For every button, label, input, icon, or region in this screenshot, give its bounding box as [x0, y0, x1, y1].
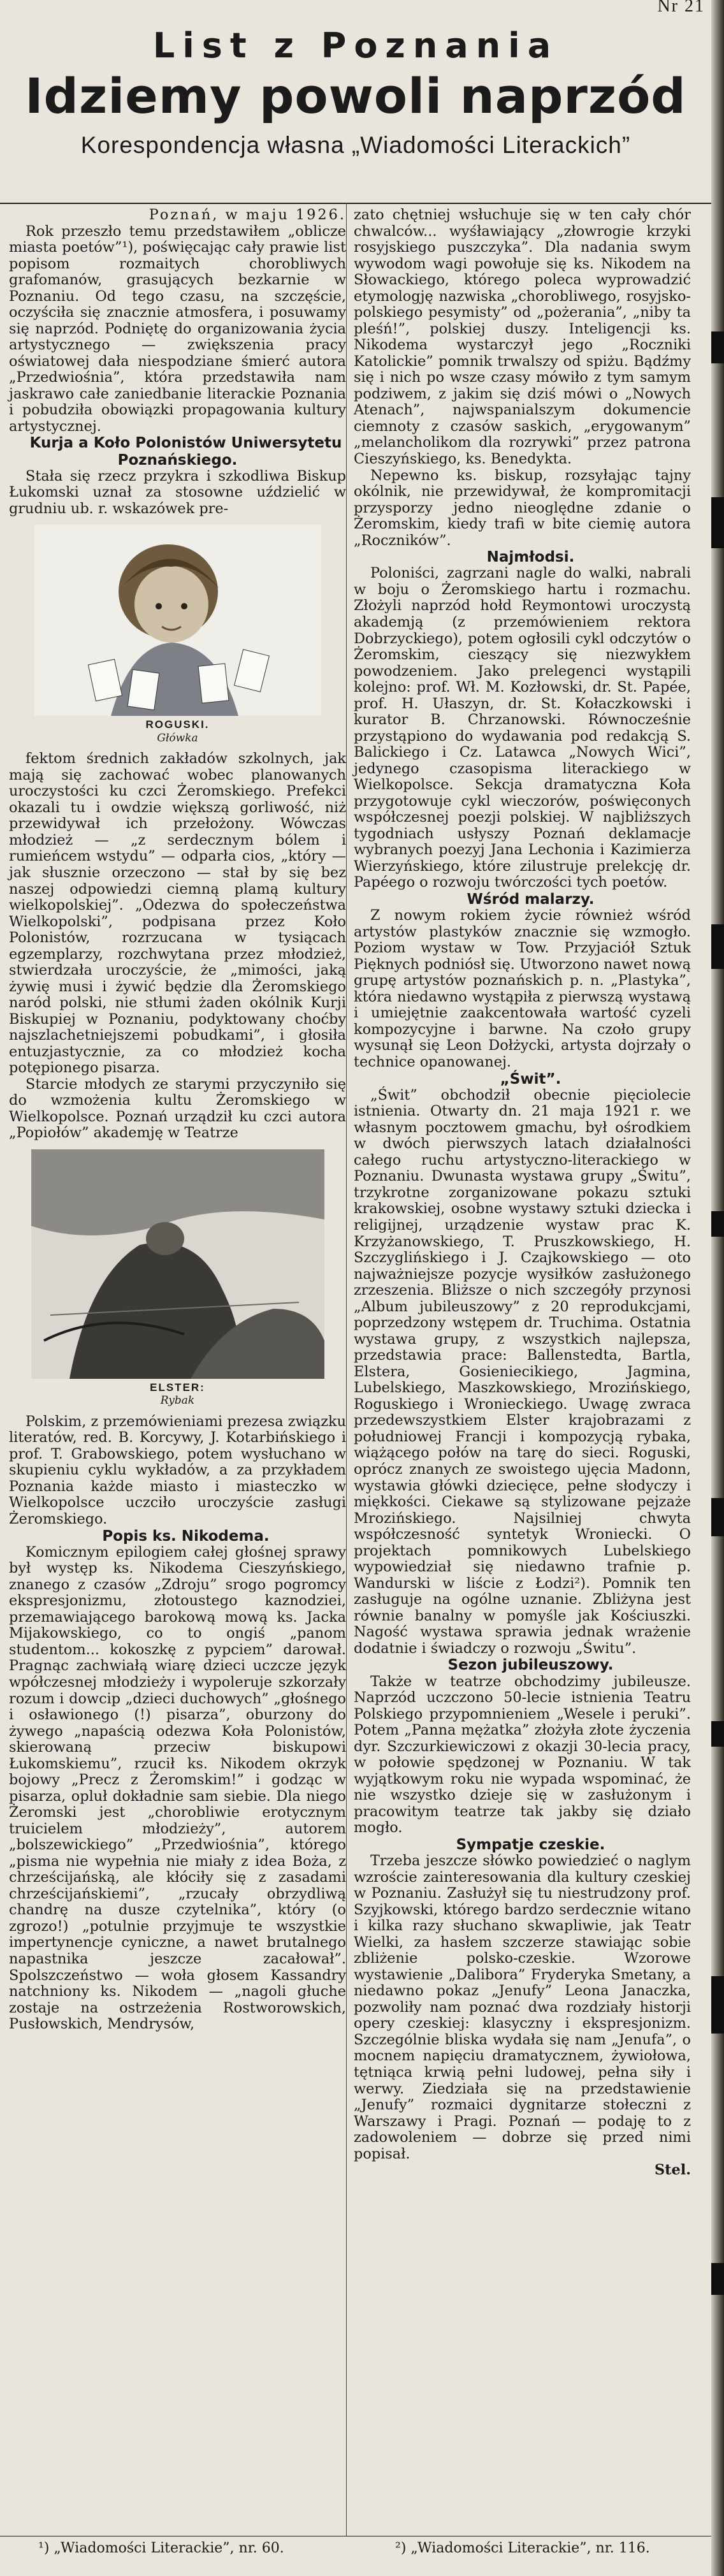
section-heading-malarzy: Wśród malarzy.	[467, 891, 595, 908]
scan-edge	[711, 0, 724, 2576]
section-heading-najmlodsi: Najmłodsi.	[486, 549, 575, 566]
malarzy-paragraph: Z nowym rokiem życie również wśród artystów plastyków znacznie się wzmogło. Poziom wystaw w Tow. Przyjaciół Sztuk Pięknych podniósł się. Utworzono nawet nową grupę artystów poznańskich p. n. „Plastyka”, która niedawno wystąpiła z pierwszą wystawą i umiejętnie zaakcentowała wartość cyzeli kompozycyjne i barwne. Na czoło grupy wysunął się Leon Dołżycki, artysta dojrzały o technice opanowanej.	[354, 907, 691, 1070]
caption-2-title: Rybak	[160, 1394, 195, 1408]
child-drawing	[34, 525, 321, 716]
page-number: Nr 21	[657, 0, 705, 16]
signature: Stel.	[654, 2162, 691, 2179]
swit-paragraph: „Świt” obchodził obecnie pięciolecie istnienia. Otwarty dn. 21 maja 1921 r. we własnym pocztowem gmachu, był ośrodkiem w dwóch pierwszych latach działalności całego ruchu artystyczno-literackiego w Poznaniu. Dwunasta wystawa grupy „Świtu”, trzykrotne zorganizowane pokazu sztuki krakowskiej, osobne wystawy sztuki dziecka i religijnej, urządzenie wystaw prac K. Krzyżanowskiego, T. Pruszkowskiego, H. Szczyglińskiego i J. Czajkowskiego — oto najważniejsze pozycje wysiłków zasłużonego zrzeszenia. Bliższe o nich szczegóły przynosi „Album jubileuszowy” z 20 reprodukcjami, poprzedzony wstępem dr. Truchima. Ostatnia wystawa grupy, z wszystkich najlepsza, przedstawia prace: Ballenstedta, Bartla, Elstera, Gosieniecikiego, Jagmina, Lubelskiego, Maszkowskiego, Mrozińskiego, Roguskiego i Wronieckiego. Uwagę zwraca przedewszystkiem Elster krajobrazami z południowej Francji i kompozycją rybaka, wiążącego połów na tarę do sieci. Roguski, oprócz znanych ze swoistego ujęcia Madonn, wystawia główki dziecięce, pełne słodyczy i miękkości. Ciekawe są stylizowane pejzaże Mrozińskiego. Najsilniej chwyta współczesność syntetyk Wroniecki. O projektach pomnikowych Lubelskiego wypowiedział się niedawno trafnie p. Wandurski w liście z Łodzi²). Pomnik ten zasługuje na ogólne uznanie. Zbliżyna jest równie banalny w pomyśle jak Kościuszki. Nagość wystawa sprawia jednak wrażenie dodatnie i świadczy o rozwoju „Świtu”.	[354, 1086, 691, 1657]
right-column	[354, 207, 691, 2179]
after-fig1b-paragraph: Starcie młodych ze starymi przyczyniło się do wzmożenia kultu Żeromskiego w Wielkopolsce. Poznań urządził ku czci autora „Popiołów” akademję w Teatrze	[9, 1075, 346, 1142]
najmlodsi-paragraph: Poloniści, zagrzani nagle do walki, nabrali w boju o Żeromskiego hartu i rozmachu. Złożyli naprzód hołd Reymontowi uroczystą akademją (z przemówieniem rektora Dobrzyckiego), potem ogłosili cykl odczytów o Żeromskim, cieszący się niezwykłem powodzeniem. Jako prelegenci wystąpili kolejno: prof. Wł. M. Kozłowski, dr. St. Papée, prof. H. Ułaszyn, dr. St. Kołaczkowski i kurator B. Chrzanowski. Równocześnie przystąpiono do wydawania pod redakcją S. Balickiego i Cz. Latawca „Nowych Wici”, jedynego czasopisma literackiego w Wielkopolsce. Sekcja dramatyczna Koła przygotowuje cykl wieczorów, poświęconych współczesnej poezji polskiej. W najbliższych tygodniach usłyszy Poznań deklamacje wybranych poezyj Jana Lechonia i Kazimierza Wierzyńskiego, które zilustruje prelekcję dr. Papéego o rozwoju twórczości tych poetów.	[354, 565, 691, 891]
article-title: Idziemy powoli naprzód	[25, 68, 686, 124]
caption-2-author: ELSTER:	[150, 1381, 205, 1394]
dateline: Poznań, w maju 1926.	[148, 207, 346, 223]
article-header	[0, 25, 711, 159]
footnote-right: ²) „Wiadomości Literackie”, nr. 116.	[395, 2540, 650, 2556]
section-heading-swit: „Świt”.	[500, 1070, 561, 1088]
footnote-left: ¹) „Wiadomości Literackie”, nr. 60.	[38, 2540, 284, 2556]
sympatje-paragraph: Trzeba jeszcze słówko powiedzieć o naglym wzroście zainteresowania dla kultury czeskiej w Poznaniu. Zasłużył się tu niestrudzony prof. Szyjkowski, którego bardzo serdecznie witano i kilka razy słuchano skwapliwie, jak Teatr Wielki, za hasłem szczerze stawiając sobie zbliżenie polsko-czeskie. Wzorowe wystawienie „Dalibora” Fryderyka Smetany, a niedawno pokaz „Jenufy” Leona Janaczka, pozwoliły nam poznać dwa rozdziały historji opery czeskiej: klasyczny i ekspresjonizm. Szczególnie bliska wydała się nam „Jenufa”, o mocnem napięciu dramatycznem, żywiołowa, tętniąca krwią pełni ludowej, pełna siły i werwy. Ziedziała się na przedstawienie „Jenufy” rozmaici dygnitarze stołeczni z Warszawy i Pragi. Poznań — podaję to z zadowoleniem — dobrze się przed nimi popisał.	[354, 1852, 691, 2162]
column-rule	[346, 203, 347, 2536]
section-heading-kurja: Kurja a Koło Polonistów Uniwersytetu Poznańskiego.	[29, 435, 342, 469]
intro-paragraph: Rok przeszło temu przedstawiłem „oblicze miasta poetów”¹), poświęcając cały prawie list popisom rozmaitych chorobliwych grafomanów, grasujących bezkarnie w Poznaniu. Od tego czasu, na szczęście, oczyściła się znacznie atmosfera, i posuwamy się naprzód. Podniętę do organizowania życia artystycznego — zwiększenia pracy oświatowej dała niespodziane śmierć autora „Przedwiośnia”, która przedstawiła nam jaskrawo całe zaniedbanie literackie Poznania i pobudziła obowiązki propagowania kultury artystycznej.	[9, 222, 346, 435]
fisherman-drawing	[31, 1149, 324, 1379]
sezon-paragraph: Także w teatrze obchodzimy jubileusze. Naprzód uczczono 50-lecie istnienia Teatru Polskiego przypomnieniem „Wesele i peruki”. Potem „Panna mężatka” złożyła złote życzenia dyr. Szczurkiewiczowi z okazji 30-lecia pracy, w połowie spędzonej w Poznaniu. W tak wyjątkowym roku nie wypada wspominać, że nie wszystko dzieje się w zasłużonym i pracowitym teatrze tak jakby się działo mogło.	[354, 1673, 691, 1837]
section-heading-sezon: Sezon jubileuszowy.	[447, 1657, 614, 1674]
illustration-fisherman	[31, 1149, 324, 1379]
kurja-paragraph: Stała się rzecz przykra i szkodliwa Biskup Łukomski uznał za stosowne uździelić w grudniu ub. r. wskazówek pre-	[9, 467, 346, 517]
right-top2-paragraph: Nepewno ks. biskup, rozsyłając tajny okólnik, nie przewidywał, że kompromitacji przysporzy jedno nieoględne zdanie o Żeromskim, kiedy trafi w bite ciemię autora „Roczników”.	[354, 467, 691, 549]
illustration-child-cards	[34, 525, 321, 716]
left-column	[9, 207, 346, 2033]
header-rule	[0, 203, 711, 204]
section-heading-sympatje: Sympatje czeskie.	[456, 1836, 605, 1853]
article-subtitle: Korespondencja własna „Wiadomości Literackich”	[80, 131, 631, 158]
caption-1-title: Główka	[157, 731, 198, 745]
section-heading-nikodem: Popis ks. Nikodema.	[102, 1527, 270, 1545]
caption-2	[9, 1381, 346, 1408]
article-kicker: List z Poznania	[152, 25, 559, 66]
caption-1	[9, 718, 346, 745]
after-fig1-paragraph: fektom średnich zakładów szkolnych, jak mają się zachować wobec planowanych uroczystości ku czci Żeromskiego. Prefekci okazali tu i owdzie większą gorliwość, niż przewidywał ich przełożony. Wówczas młodzież — „z serdecznym bólem i rumieńcem wstydu” — odparła cios, „który — jak słusznie orzeczono — stał by się bez naszej odpowiedzi ciemną plamą kultury wielkopolskiej”. „Odezwa do społeczeństwa Wielkopolski”, podpisana przez Koło Polonistów, rozrzucana w tysiącach egzemplarzy, rozchwytana przez młodzież, stwierdzała uroczyście, że „mimości, jaką żywię musi i żywić będzie dla Żeromskiego naród polski, nie stłumi żaden okólnik Kurji Biskupiej w Poznaniu, podyktowany choćby najszlachetniejszemi pobudkami”, i głosiła entuzjastycznie, za co młodzież kocha potępionego pisarza.	[9, 750, 346, 1077]
after-fig2-paragraph: Polskim, z przemówieniami prezesa związku literatów, red. B. Korcywy, J. Kotarbińskiego i prof. T. Grabowskiego, potem wysłuchano w skupieniu cyklu wykładów, a za przykładem Poznania każde miasto i miasteczko w Wielkopolsce uczciło uroczyście zasługi Żeromskiego.	[9, 1413, 346, 1527]
right-top-paragraph: zato chętniej wsłuchuje się w ten cały chór chwalców... wyśławiający „złowrogie krzyki rosyjskiego puszczyka”. Dla nadania swym wywodom wagi powołuje się ks. Nikodem na Słowackiego, którego poleca wyprowadzić etymologję nazwiska „chorobliwego, rosyjsko-polskiego pesymisty” od „pożerania”, „niby ta pleśń!”, polskiej duszy. Inteligencji ks. Nikodema wystarczył jego „Roczniki Katolickie” pomnik trwalszy od spiżu. Bądźmy się i nich po wsze czasy mówiło z tym samym podziwem, z jakim się dziś mówi o „Nowych Atenach”, najwspanialszym dokumencie ciemnoty z czasów saskich, „erygowanym” „melancholikom dla rozrywki” przez patrona Cieszyńskiego, ks. Benedykta.	[354, 207, 691, 467]
nikodem-paragraph: Komicznym epilogiem całej głośnej sprawy był występ ks. Nikodema Cieszyńskiego, znanego z czasów „Zdroju” srogo pogromcy ekspresjonizmu, złotoustego kaznodziei, przemawiającego barokową mową ks. Jacka Mijakowskiego, co to ongiś „panom studentom... kokoszkę z pypciem” darował. Pragnąc zachwiałą wiarę dzieci uczcze język wpółczesnej młodzieży i wypoleruje szkorzały rozum i dowcip „dzieci duchowych” „głośnego i osławionego (!) pisarza”, oburzony do żywego „napaścią odezwa Koła Polonistów, skierowaną przeciw biskupowi Łukomskiemu”, rzucił ks. Nikodem okrzyk bojowy „Precz z Żeromskim!” i godząc w pisarza, opluł dokładnie sam siebie. Dla niego Żeromski jest „chorobliwie erotycznym truicielem młodzieży”, autorem „bolszewickiego” „Przedwiośnia”, którego „pisma nie wypełnia nie miały z idea Boża, z chrześcijańską, ale kłóciły się z zasadami chrześcijańskiemi”, „rzucały obrzydliwą chandrę na dusze czytelnika”, który (o zgrozo!) „potulnie przyjmuje te wszystkie impertynencje cyniczne, a nawet brutalnego napastnika jeszcze zacałował”. Spolszczeństwo — woła głosem Kassandry natchniony ks. Nikodem — „nagoli głuche zostaje na ostrzeżenia Rostworowskich, Pusłowskich, Mendrysów,	[9, 1543, 346, 2033]
caption-1-author: ROGUSKI.	[145, 718, 210, 731]
